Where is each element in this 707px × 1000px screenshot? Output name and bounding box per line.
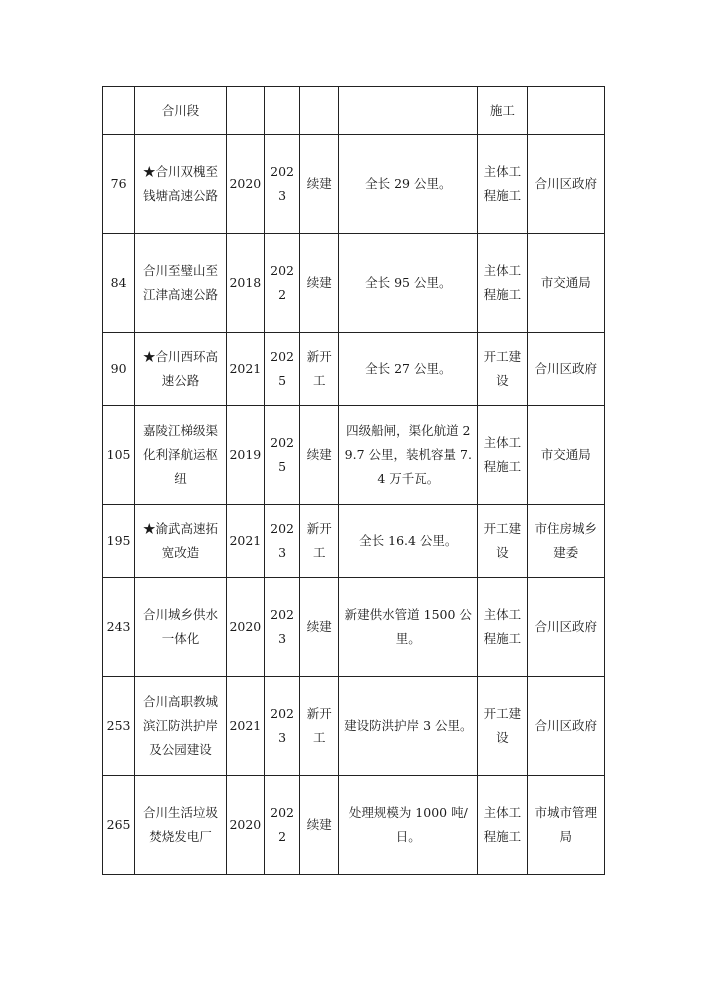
cell-content [339, 87, 478, 135]
cell-start-year [226, 87, 264, 135]
cell-stage: 开工建设 [478, 505, 527, 578]
cell-build-type: 续建 [300, 135, 339, 234]
cell-content: 新建供水管道 1500 公里。 [339, 578, 478, 677]
cell-stage: 开工建设 [478, 677, 527, 776]
cell-content: 建设防洪护岸 3 公里。 [339, 677, 478, 776]
cell-responsible-unit: 合川区政府 [527, 578, 605, 677]
cell-number: 90 [103, 333, 135, 406]
cell-project-name: 合川生活垃圾焚烧发电厂 [135, 776, 227, 875]
cell-start-year: 2020 [226, 135, 264, 234]
project-table [102, 86, 605, 875]
cell-start-year: 2021 [226, 505, 264, 578]
table-row [103, 234, 605, 333]
table-row [103, 87, 605, 135]
table-row [103, 333, 605, 406]
cell-start-year: 2020 [226, 776, 264, 875]
cell-end-year [264, 87, 299, 135]
cell-end-year: 2023 [264, 578, 299, 677]
cell-build-type: 续建 [300, 776, 339, 875]
table-row [103, 135, 605, 234]
cell-start-year: 2019 [226, 406, 264, 505]
cell-build-type [300, 87, 339, 135]
cell-project-name: 合川城乡供水一体化 [135, 578, 227, 677]
cell-number: 243 [103, 578, 135, 677]
cell-end-year: 2022 [264, 776, 299, 875]
cell-end-year: 2023 [264, 135, 299, 234]
cell-stage: 施工 [478, 87, 527, 135]
table-row [103, 578, 605, 677]
cell-number: 253 [103, 677, 135, 776]
cell-number [103, 87, 135, 135]
cell-number: 84 [103, 234, 135, 333]
cell-end-year: 2025 [264, 406, 299, 505]
table-row [103, 677, 605, 776]
cell-build-type: 续建 [300, 578, 339, 677]
cell-end-year: 2023 [264, 677, 299, 776]
cell-responsible-unit: 合川区政府 [527, 677, 605, 776]
cell-project-name: 合川高职教城滨江防洪护岸及公园建设 [135, 677, 227, 776]
cell-start-year: 2021 [226, 677, 264, 776]
cell-project-name: ★渝武高速拓宽改造 [135, 505, 227, 578]
cell-content: 全长 27 公里。 [339, 333, 478, 406]
cell-number: 105 [103, 406, 135, 505]
cell-project-name: ★合川西环高速公路 [135, 333, 227, 406]
cell-responsible-unit: 合川区政府 [527, 135, 605, 234]
table-row [103, 776, 605, 875]
table-row [103, 406, 605, 505]
cell-stage: 主体工程施工 [478, 776, 527, 875]
cell-stage: 主体工程施工 [478, 406, 527, 505]
cell-stage: 主体工程施工 [478, 135, 527, 234]
table-row [103, 505, 605, 578]
cell-content: 全长 95 公里。 [339, 234, 478, 333]
cell-project-name: 合川段 [135, 87, 227, 135]
cell-content: 全长 16.4 公里。 [339, 505, 478, 578]
cell-build-type: 续建 [300, 406, 339, 505]
cell-project-name: 嘉陵江梯级渠化利泽航运枢纽 [135, 406, 227, 505]
cell-build-type: 新开工 [300, 333, 339, 406]
cell-end-year: 2025 [264, 333, 299, 406]
cell-responsible-unit: 市住房城乡建委 [527, 505, 605, 578]
cell-build-type: 续建 [300, 234, 339, 333]
cell-end-year: 2023 [264, 505, 299, 578]
cell-start-year: 2020 [226, 578, 264, 677]
cell-stage: 主体工程施工 [478, 578, 527, 677]
project-table-body [103, 87, 605, 875]
cell-number: 195 [103, 505, 135, 578]
cell-project-name: 合川至璧山至江津高速公路 [135, 234, 227, 333]
cell-build-type: 新开工 [300, 677, 339, 776]
cell-responsible-unit: 市城市管理局 [527, 776, 605, 875]
cell-responsible-unit [527, 87, 605, 135]
cell-content: 四级船闸，渠化航道 29.7 公里，装机容量 7.4 万千瓦。 [339, 406, 478, 505]
cell-stage: 主体工程施工 [478, 234, 527, 333]
cell-responsible-unit: 市交通局 [527, 234, 605, 333]
cell-build-type: 新开工 [300, 505, 339, 578]
cell-number: 76 [103, 135, 135, 234]
cell-content: 处理规模为 1000 吨/日。 [339, 776, 478, 875]
cell-responsible-unit: 合川区政府 [527, 333, 605, 406]
cell-start-year: 2021 [226, 333, 264, 406]
cell-project-name: ★合川双槐至钱塘高速公路 [135, 135, 227, 234]
cell-stage: 开工建设 [478, 333, 527, 406]
cell-end-year: 2022 [264, 234, 299, 333]
cell-number: 265 [103, 776, 135, 875]
cell-start-year: 2018 [226, 234, 264, 333]
cell-content: 全长 29 公里。 [339, 135, 478, 234]
cell-responsible-unit: 市交通局 [527, 406, 605, 505]
